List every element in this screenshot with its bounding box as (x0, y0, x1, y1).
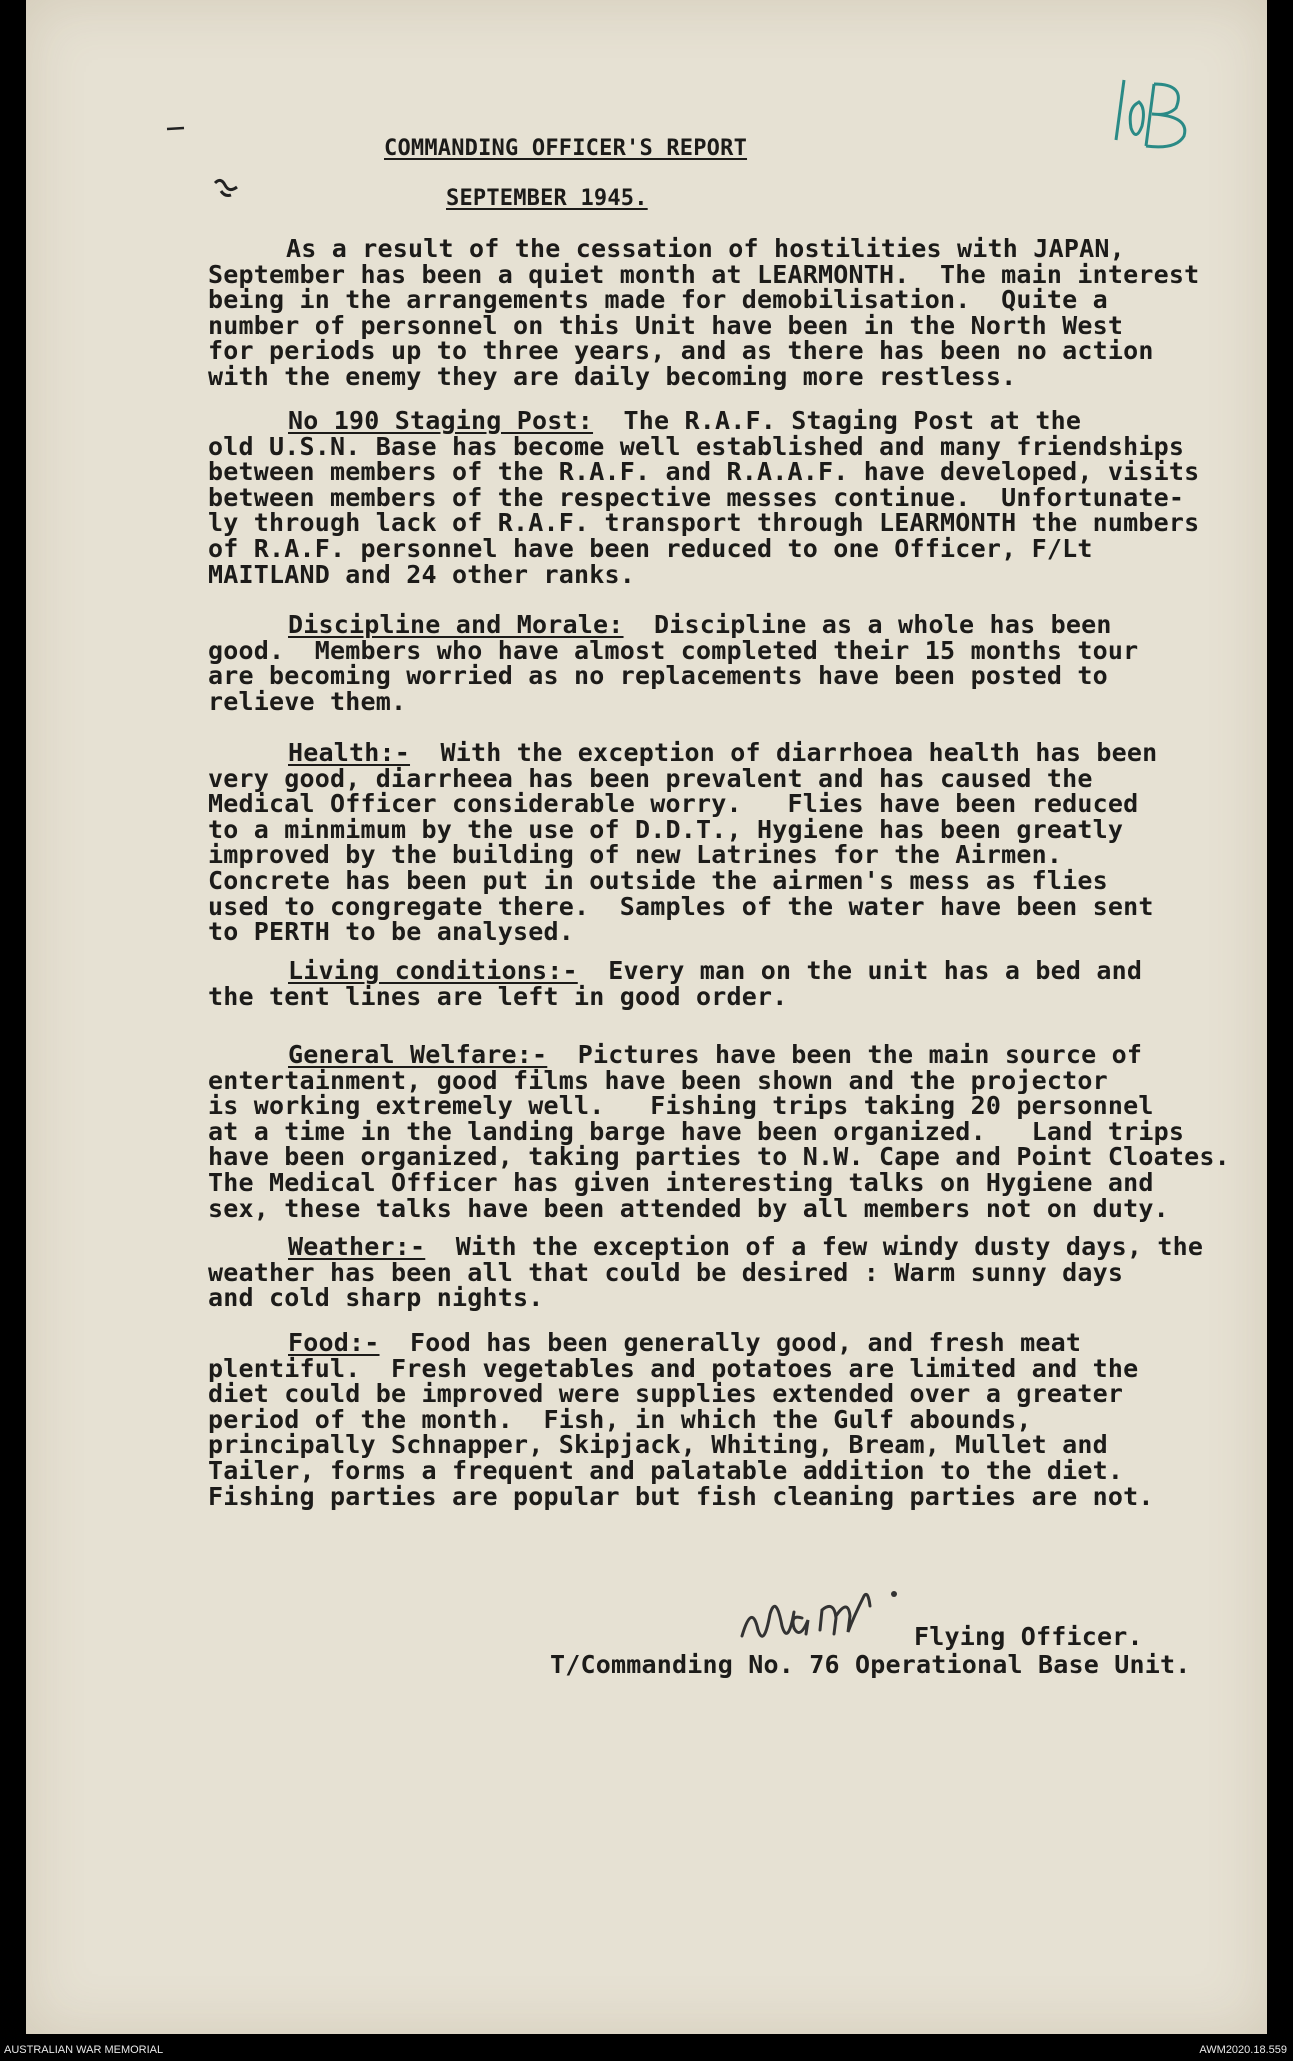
section-heading: General Welfare:- (288, 1040, 548, 1069)
paragraph-line: very good, diarrheea has been prevalent and has caused the (208, 763, 1093, 793)
archive-name: AUSTRALIAN WAR MEMORIAL (4, 2044, 164, 2056)
paragraph-line: have been organized, taking parties to N.W. Cape and Point Cloates. (208, 1142, 1230, 1172)
paragraph-line: Pictures have been the main source of (547, 1040, 1143, 1069)
report-title: COMMANDING OFFICER'S REPORT (384, 136, 748, 161)
paragraph-lead-line (288, 958, 1142, 984)
paragraph-line: principally Schnapper, Skipjack, Whiting, Bream, Mullet and (208, 1430, 1108, 1460)
paragraph-line: entertainment, good films have been shown and the projector (208, 1065, 1108, 1095)
paragraph-lead-line (288, 408, 1081, 434)
paragraph-line: As a result of the cessation of hostilities with JAPAN, (286, 234, 1125, 263)
paragraph-line: sex, these talks have been attended by all members not on duty. (208, 1193, 1169, 1223)
paragraph-line: relieve them. (208, 686, 407, 716)
margin-note-10b (1106, 70, 1216, 160)
paragraph-line: of R.A.F. personnel have been reduced to one Officer, F/Lt (208, 534, 1093, 563)
paragraph-line: With the exception of diarrhoea health has been (410, 738, 1158, 767)
paragraph-line: With the exception of a few windy dusty days, the (425, 1232, 1204, 1261)
paragraph-line: weather has been all that could be desired : Warm sunny days (208, 1257, 1124, 1287)
ink-mark-icon (166, 126, 186, 132)
ink-blot-icon (211, 173, 241, 203)
section-heading: No 190 Staging Post: (288, 406, 594, 435)
paragraph-line: plentiful. Fresh vegetables and potatoes are limited and the (208, 1353, 1139, 1383)
section-heading: Food:- (288, 1328, 380, 1357)
section-heading: Health:- (288, 738, 411, 767)
paragraph-line: Medical Officer considerable worry. Flies have been reduced (208, 789, 1139, 819)
paragraph-line: Concrete has been put in outside the airmen's mess as flies (208, 866, 1108, 895)
paragraph-line: and cold sharp nights. (208, 1283, 544, 1313)
paragraph-lead-line (288, 1042, 1142, 1068)
paragraph-line: MAITLAND and 24 other ranks. (208, 559, 636, 589)
paragraph-line: The R.A.F. Staging Post at the (593, 406, 1082, 435)
paragraph-line: with the enemy they are daily becoming more restless. (208, 362, 1017, 391)
paragraph-line: The Medical Officer has given interesting talks on Hygiene and (208, 1168, 1154, 1197)
paragraph-line: the tent lines are left in good order. (208, 981, 788, 1011)
paragraph-line: being in the arrangements made for demobilisation. Quite a (208, 285, 1108, 315)
section-heading: Weather:- (288, 1232, 426, 1261)
archive-reference: AWM2020.18.559 (1199, 2044, 1287, 2056)
archive-footer (0, 2034, 1293, 2061)
typed-report (26, 0, 1267, 2034)
paragraph-line: Fishing parties are popular but fish cleaning parties are not. (208, 1481, 1154, 1511)
paragraph-line: Every man on the unit has a bed and (577, 956, 1143, 985)
paragraph-lead-line (288, 1234, 1203, 1260)
paragraph-line: Discipline as a whole has been (623, 610, 1112, 639)
paragraph-line: improved by the building of new Latrines for the Airmen. (208, 840, 1063, 870)
paragraph-line: to a minmimum by the use of D.D.T., Hygiene has been greatly (208, 814, 1124, 844)
paragraph-line: ly through lack of R.A.F. transport through LEARMONTH the numbers (208, 508, 1200, 538)
section-heading: Discipline and Morale: (288, 610, 624, 639)
paragraph-line: good. Members who have almost completed their 15 months tour (208, 635, 1139, 665)
paragraph-line: between members of the respective messes continue. Unfortunate- (208, 482, 1185, 512)
paragraph-lead-line (288, 1330, 1081, 1356)
document-page (26, 0, 1267, 2034)
paragraph-line: are becoming worried as no replacements have been posted to (208, 661, 1108, 691)
paragraph-line: to PERTH to be analysed. (208, 917, 575, 947)
paragraph-line: used to congregate there. Samples of the water have been sent (208, 891, 1154, 921)
report-date: SEPTEMBER 1945. (446, 186, 648, 211)
paragraph-line: is working extremely well. Fishing trips taking 20 personnel (208, 1091, 1154, 1121)
signatory-role: T/Commanding No. 76 Operational Base Unit. (550, 1650, 1191, 1679)
signatory-rank: Flying Officer. (914, 1622, 1143, 1651)
paragraph-line: Tailer, forms a frequent and palatable addition to the diet. (208, 1456, 1124, 1485)
paragraph-line: old U.S.N. Base has become well established and many friendships (208, 431, 1185, 461)
paragraph-lead-line (288, 612, 1112, 638)
paragraph-line: between members of the R.A.F. and R.A.A.F. have developed, visits (208, 457, 1200, 487)
paragraph-line: September has been a quiet month at LEARMONTH. The main interest (208, 259, 1200, 289)
paragraph-line: number of personnel on this Unit have been in the North West (208, 310, 1124, 340)
paragraph-lead-line (288, 740, 1157, 766)
signature-initials (738, 1556, 928, 1656)
paragraph-line: Food has been generally good, and fresh meat (379, 1328, 1082, 1357)
paragraph-line: period of the month. Fish, in which the Gulf abounds, (208, 1404, 1032, 1434)
section-heading: Living conditions:- (288, 956, 578, 985)
paragraph-line: diet could be improved were supplies extended over a greater (208, 1379, 1124, 1409)
paragraph-line: at a time in the landing barge have been organized. Land trips (208, 1116, 1185, 1146)
paragraph-line: for periods up to three years, and as there has been no action (208, 336, 1154, 366)
